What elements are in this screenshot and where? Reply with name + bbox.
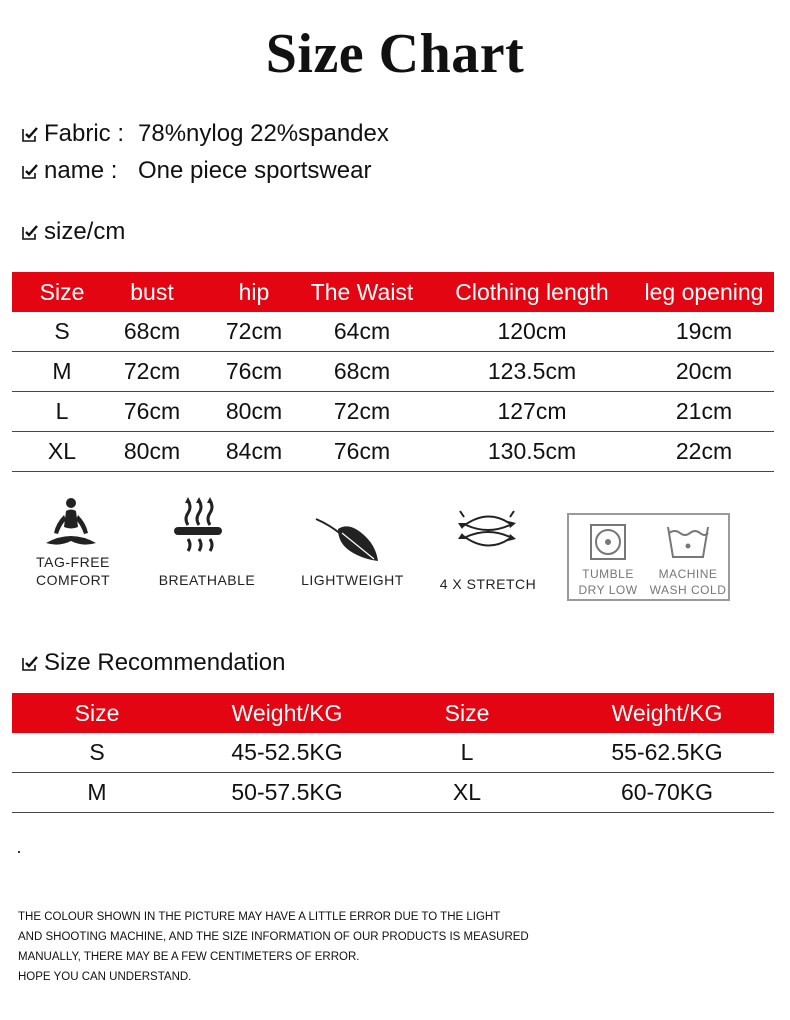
feature-label-line: TAG-FREE (36, 554, 110, 570)
cell-waist: 72cm (333, 398, 391, 424)
cell-size: L (460, 739, 474, 765)
size-table-header (12, 272, 774, 312)
cell-weight: 55-62.5KG (611, 739, 723, 765)
cell-size: M (87, 779, 107, 805)
feature-label-line: LIGHTWEIGHT (301, 572, 404, 588)
recommendation-title: Size Recommendation (44, 649, 286, 676)
cell-clothing-length: 123.5cm (487, 358, 577, 384)
feature-tag-free (28, 495, 118, 605)
feature-breathable (152, 495, 262, 605)
header-size: Size (74, 699, 120, 726)
cell-leg-opening: 22cm (675, 438, 733, 464)
header-clothing-length: Clothing length (455, 278, 609, 305)
cell-bust: 80cm (123, 438, 181, 464)
stretch-arrows-icon (432, 495, 544, 565)
care-instructions-box (567, 513, 730, 601)
table-row (12, 312, 774, 352)
disclaimer-note (18, 907, 529, 987)
header-waist: The Waist (310, 278, 414, 305)
recommendation-table-header (12, 693, 774, 733)
table-row (12, 352, 774, 392)
size-table (12, 272, 774, 472)
recommendation-table (12, 693, 774, 813)
cell-weight: 60-70KG (620, 779, 714, 805)
care-wash-label (647, 566, 729, 598)
feature-lightweight-label (290, 571, 415, 589)
name-line (22, 157, 371, 185)
cell-waist: 64cm (333, 318, 391, 344)
checkmark-icon (22, 126, 38, 142)
feature-label-line: COMFORT (35, 572, 110, 588)
cell-waist: 68cm (333, 358, 391, 384)
cell-weight: 50-57.5KG (231, 779, 343, 805)
note-line: AND SHOOTING MACHINE, AND THE SIZE INFORMATION OF OUR PRODUCTS IS MEASURED (18, 931, 529, 943)
checkmark-icon (22, 224, 38, 240)
breathable-icon (152, 495, 262, 555)
page-title: Size Chart (265, 23, 525, 85)
header-hip: hip (238, 278, 270, 305)
yoga-figure-icon (28, 495, 118, 555)
cell-bust: 76cm (123, 398, 181, 424)
feature-tag-free-label (28, 553, 118, 589)
unit-label: size/cm (44, 218, 126, 245)
table-row (12, 773, 774, 813)
cell-bust: 72cm (123, 358, 181, 384)
cell-leg-opening: 21cm (675, 398, 733, 424)
feature-stretch (432, 495, 544, 605)
table-row (12, 392, 774, 432)
cell-size: S (89, 739, 105, 765)
feature-label-line: 4 X STRETCH (439, 576, 537, 592)
care-tumble-label (573, 566, 643, 598)
feature-label-line: BREATHABLE (158, 572, 256, 588)
name-value: One piece sportswear (138, 157, 372, 184)
header-size: Size (444, 699, 490, 726)
feature-breathable-label (152, 571, 262, 589)
care-label-line: WASH COLD (649, 583, 727, 597)
tumble-dry-icon (589, 523, 627, 561)
header-bust: bust (130, 278, 174, 305)
machine-wash-icon (665, 523, 711, 561)
table-row (12, 733, 774, 773)
cell-bust: 68cm (123, 318, 181, 344)
header-leg-opening: leg opening (644, 278, 764, 305)
cell-size: XL (452, 779, 482, 805)
care-label-line: TUMBLE (582, 567, 634, 581)
cell-size: S (54, 318, 70, 344)
fabric-label: Fabric : (44, 120, 125, 147)
cell-clothing-length: 127cm (497, 398, 567, 424)
name-label: name : (44, 157, 118, 184)
note-line: THE COLOUR SHOWN IN THE PICTURE MAY HAVE A LITTLE ERROR DUE TO THE LIGHT (18, 911, 501, 923)
fabric-value: 78%nylog 22%spandex (138, 120, 389, 147)
table-row (12, 432, 774, 472)
cell-size: L (55, 398, 69, 424)
feature-stretch-label (432, 575, 544, 593)
header-weight: Weight/KG (611, 699, 723, 726)
cell-weight: 45-52.5KG (231, 739, 343, 765)
feather-icon (290, 495, 415, 565)
header-weight: Weight/KG (231, 699, 343, 726)
note-line: HOPE YOU CAN UNDERSTAND. (18, 971, 192, 983)
cell-clothing-length: 120cm (497, 318, 567, 344)
care-label-line: DRY LOW (578, 583, 638, 597)
cell-hip: 76cm (225, 358, 283, 384)
stray-dot (18, 851, 20, 853)
cell-size: XL (47, 438, 77, 464)
recommendation-heading (22, 649, 285, 677)
checkmark-icon (22, 163, 38, 179)
feature-lightweight (290, 495, 415, 605)
unit-line (22, 218, 125, 246)
cell-waist: 76cm (333, 438, 391, 464)
cell-hip: 84cm (225, 438, 283, 464)
checkmark-icon (22, 655, 38, 671)
header-size: Size (39, 278, 85, 305)
care-label-line: MACHINE (658, 567, 718, 581)
cell-clothing-length: 130.5cm (487, 438, 577, 464)
cell-leg-opening: 19cm (675, 318, 733, 344)
note-line: MANUALLY, THERE MAY BE A FEW CENTIMETERS OF ERROR. (18, 951, 360, 963)
cell-leg-opening: 20cm (675, 358, 733, 384)
cell-size: M (52, 358, 72, 384)
fabric-line (22, 120, 389, 148)
cell-hip: 80cm (225, 398, 283, 424)
cell-hip: 72cm (225, 318, 283, 344)
